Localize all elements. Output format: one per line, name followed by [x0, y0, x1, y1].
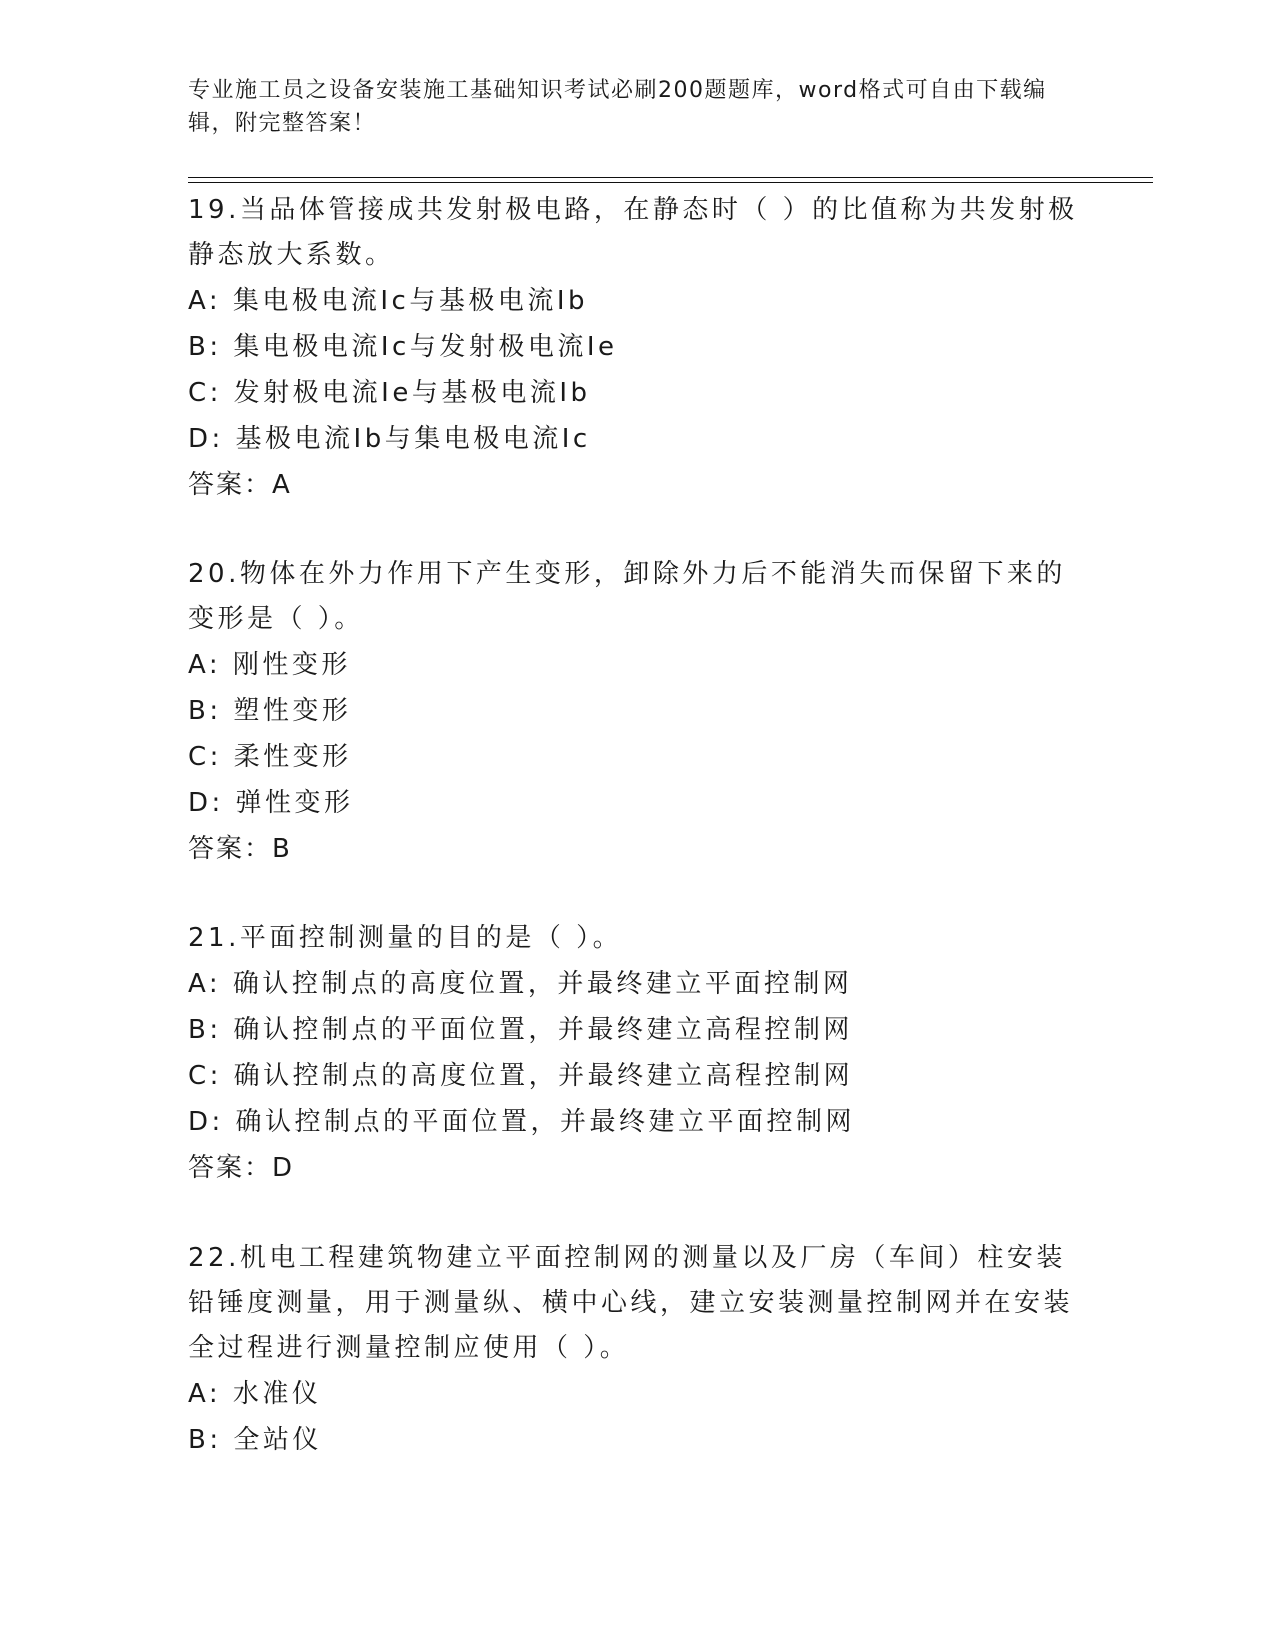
option-c: C: 柔性变形	[188, 742, 352, 772]
question-22	[188, 1236, 1088, 1463]
question-stem: 21.平面控制测量的目的是（ ）。	[188, 923, 623, 953]
option-b: B: 全站仪	[188, 1425, 322, 1455]
option-a: A: 确认控制点的高度位置，并最终建立平面控制网	[188, 969, 853, 999]
option-a: A: 刚性变形	[188, 650, 351, 680]
question-stem: 20.物体在外力作用下产生变形，卸除外力后不能消失而保留下来的变形是（ ）。	[188, 559, 1066, 634]
header-divider-bottom	[188, 182, 1153, 183]
option-d: D: 弹性变形	[188, 788, 354, 818]
document-header: 专业施工员之设备安装施工基础知识考试必刷200题题库，word格式可自由下载编辑，附完整答案！	[188, 78, 1047, 136]
question-20	[188, 552, 1088, 872]
question-stem: 22.机电工程建筑物建立平面控制网的测量以及厂房（车间）柱安装铅锤度测量，用于测量纵、横中心线，建立安装测量控制网并在安装全过程进行测量控制应使用（ ）。	[188, 1243, 1074, 1363]
header-divider-top	[188, 177, 1153, 178]
option-c: C: 发射极电流Ie与基极电流Ib	[188, 378, 591, 408]
answer: 答案：B	[188, 834, 292, 864]
option-b: B: 集电极电流Ic与发射极电流Ie	[188, 332, 618, 362]
answer: 答案：A	[188, 470, 292, 500]
option-d: D: 基极电流Ib与集电极电流Ic	[188, 424, 591, 454]
option-a: A: 集电极电流Ic与基极电流Ib	[188, 286, 588, 316]
option-b: B: 塑性变形	[188, 696, 352, 726]
answer: 答案：D	[188, 1153, 295, 1183]
option-c: C: 确认控制点的高度位置，并最终建立高程控制网	[188, 1061, 854, 1091]
option-b: B: 确认控制点的平面位置，并最终建立高程控制网	[188, 1015, 853, 1045]
question-21	[188, 916, 1088, 1191]
option-d: D: 确认控制点的平面位置，并最终建立平面控制网	[188, 1107, 856, 1137]
question-stem: 19.当品体管接成共发射极电路，在静态时（ ）的比值称为共发射极静态放大系数。	[188, 195, 1078, 270]
option-a: A: 水准仪	[188, 1379, 322, 1409]
question-19	[188, 188, 1088, 508]
